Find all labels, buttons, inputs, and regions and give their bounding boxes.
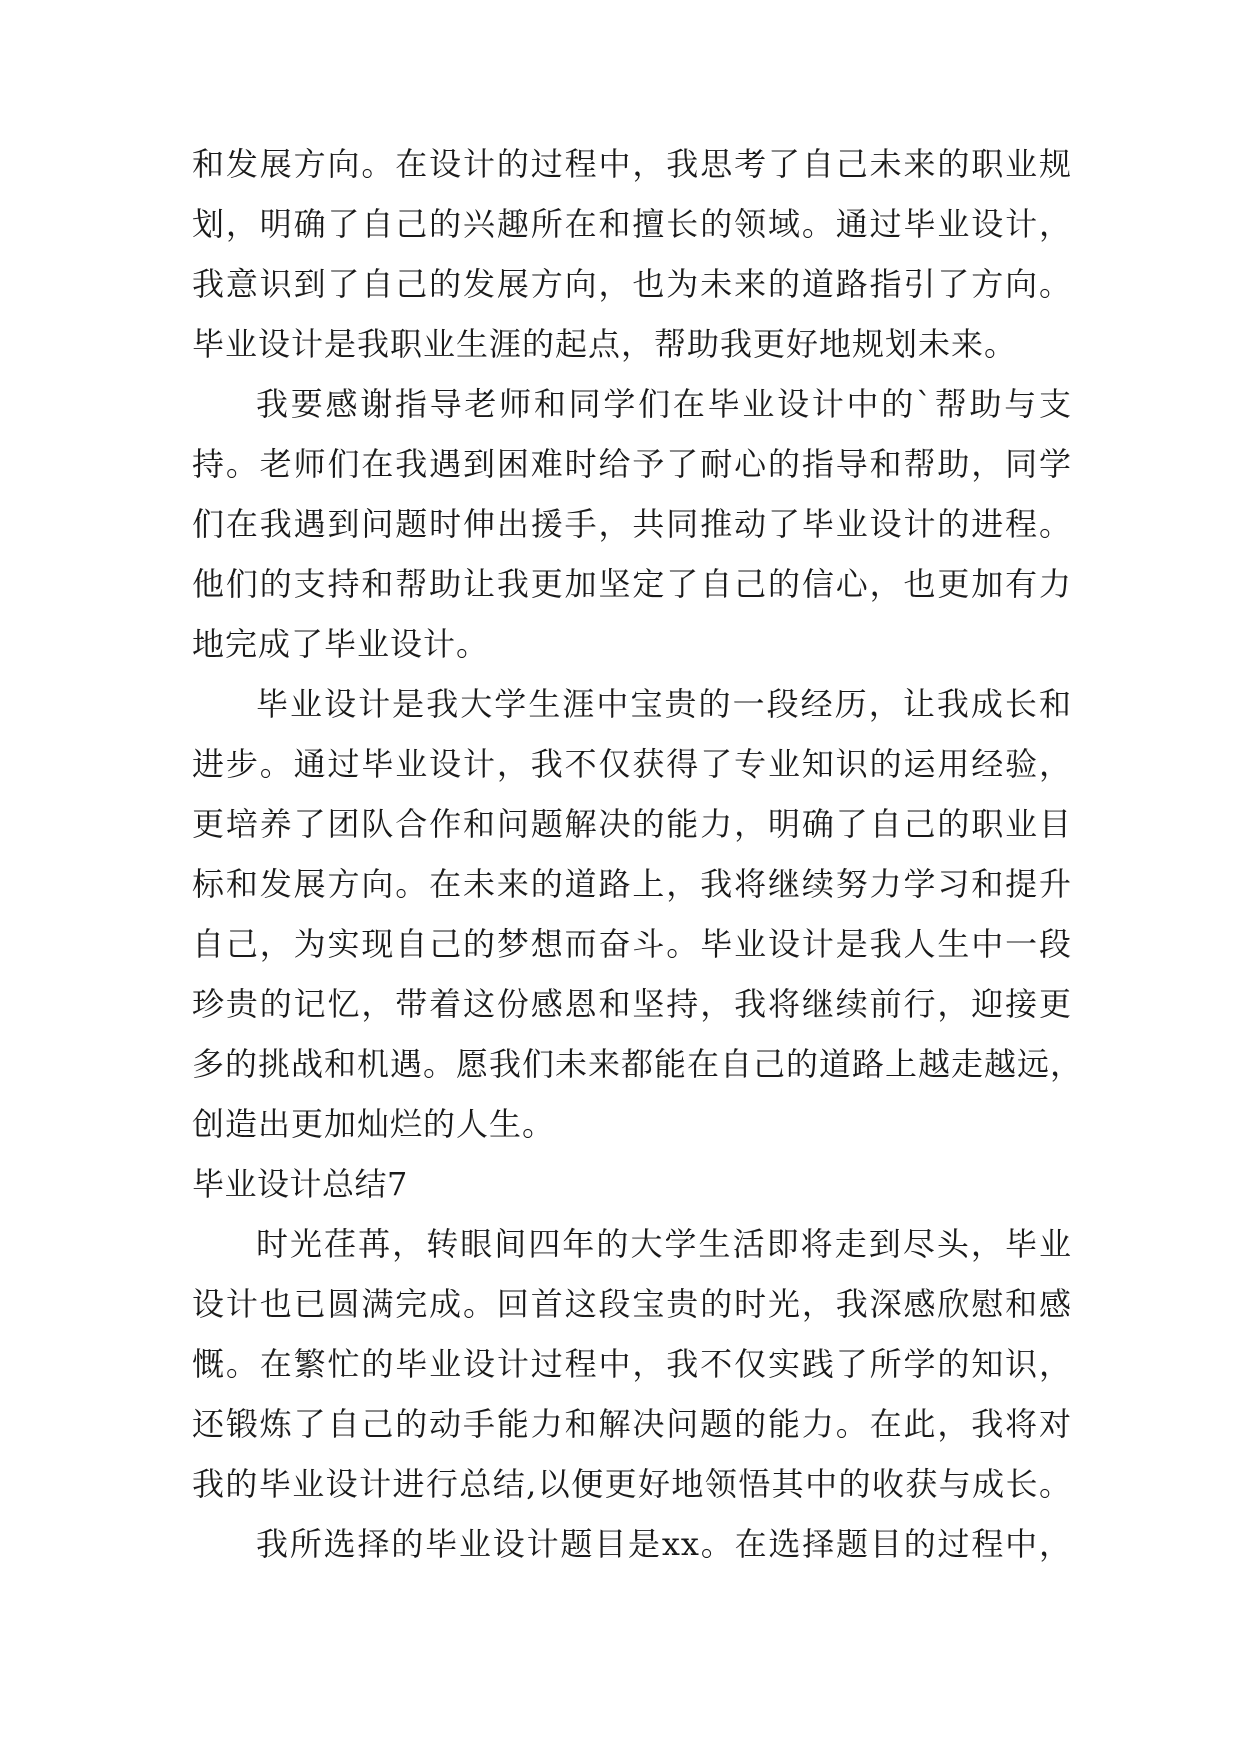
text-line: 慨。在繁忙的毕业设计过程中，我不仅实践了所学的知识， xyxy=(192,1345,1072,1383)
text-line: 划，明确了自己的兴趣所在和擅长的领域。通过毕业设计， xyxy=(192,205,1072,243)
text-line: 进步。通过毕业设计，我不仅获得了专业知识的运用经验， xyxy=(192,745,1072,783)
text-line: 他们的支持和帮助让我更加坚定了自己的信心，也更加有力 xyxy=(192,565,1072,603)
text-line: 标和发展方向。在未来的道路上，我将继续努力学习和提升 xyxy=(192,865,1072,903)
text-line: 地完成了毕业设计。 xyxy=(192,625,490,663)
text-line: 还锻炼了自己的动手能力和解决问题的能力。在此，我将对 xyxy=(192,1405,1072,1443)
section-heading: 毕业设计总结7 xyxy=(192,1165,408,1203)
text-line: 们在我遇到问题时伸出援手，共同推动了毕业设计的进程。 xyxy=(192,505,1072,543)
text-line: 毕业设计是我大学生涯中宝贵的一段经历，让我成长和 xyxy=(256,685,1072,723)
text-line: 我要感谢指导老师和同学们在毕业设计中的`帮助与支 xyxy=(256,385,1072,423)
text-line: 我的毕业设计进行总结,以便更好地领悟其中的收获与成长。 xyxy=(192,1465,1072,1503)
text-line: 多的挑战和机遇。愿我们未来都能在自己的道路上越走越远， xyxy=(192,1045,1084,1083)
text-line: 持。老师们在我遇到困难时给予了耐心的指导和帮助，同学 xyxy=(192,445,1072,483)
text-line: 我所选择的毕业设计题目是xx。在选择题目的过程中， xyxy=(256,1525,1072,1563)
text-line: 创造出更加灿烂的人生。 xyxy=(192,1105,556,1143)
text-line: 设计也已圆满完成。回首这段宝贵的时光，我深感欣慰和感 xyxy=(192,1285,1072,1323)
text-line: 更培养了团队合作和问题解决的能力，明确了自己的职业目 xyxy=(192,805,1072,843)
text-line: 和发展方向。在设计的过程中，我思考了自己未来的职业规 xyxy=(192,145,1072,183)
text-line: 自己，为实现自己的梦想而奋斗。毕业设计是我人生中一段 xyxy=(192,925,1072,963)
text-line: 我意识到了自己的发展方向，也为未来的道路指引了方向。 xyxy=(192,265,1072,303)
text-line: 时光荏苒，转眼间四年的大学生活即将走到尽头，毕业 xyxy=(256,1225,1072,1263)
text-line: 珍贵的记忆，带着这份感恩和坚持，我将继续前行，迎接更 xyxy=(192,985,1072,1023)
text-line: 毕业设计是我职业生涯的起点，帮助我更好地规划未来。 xyxy=(192,325,1018,363)
